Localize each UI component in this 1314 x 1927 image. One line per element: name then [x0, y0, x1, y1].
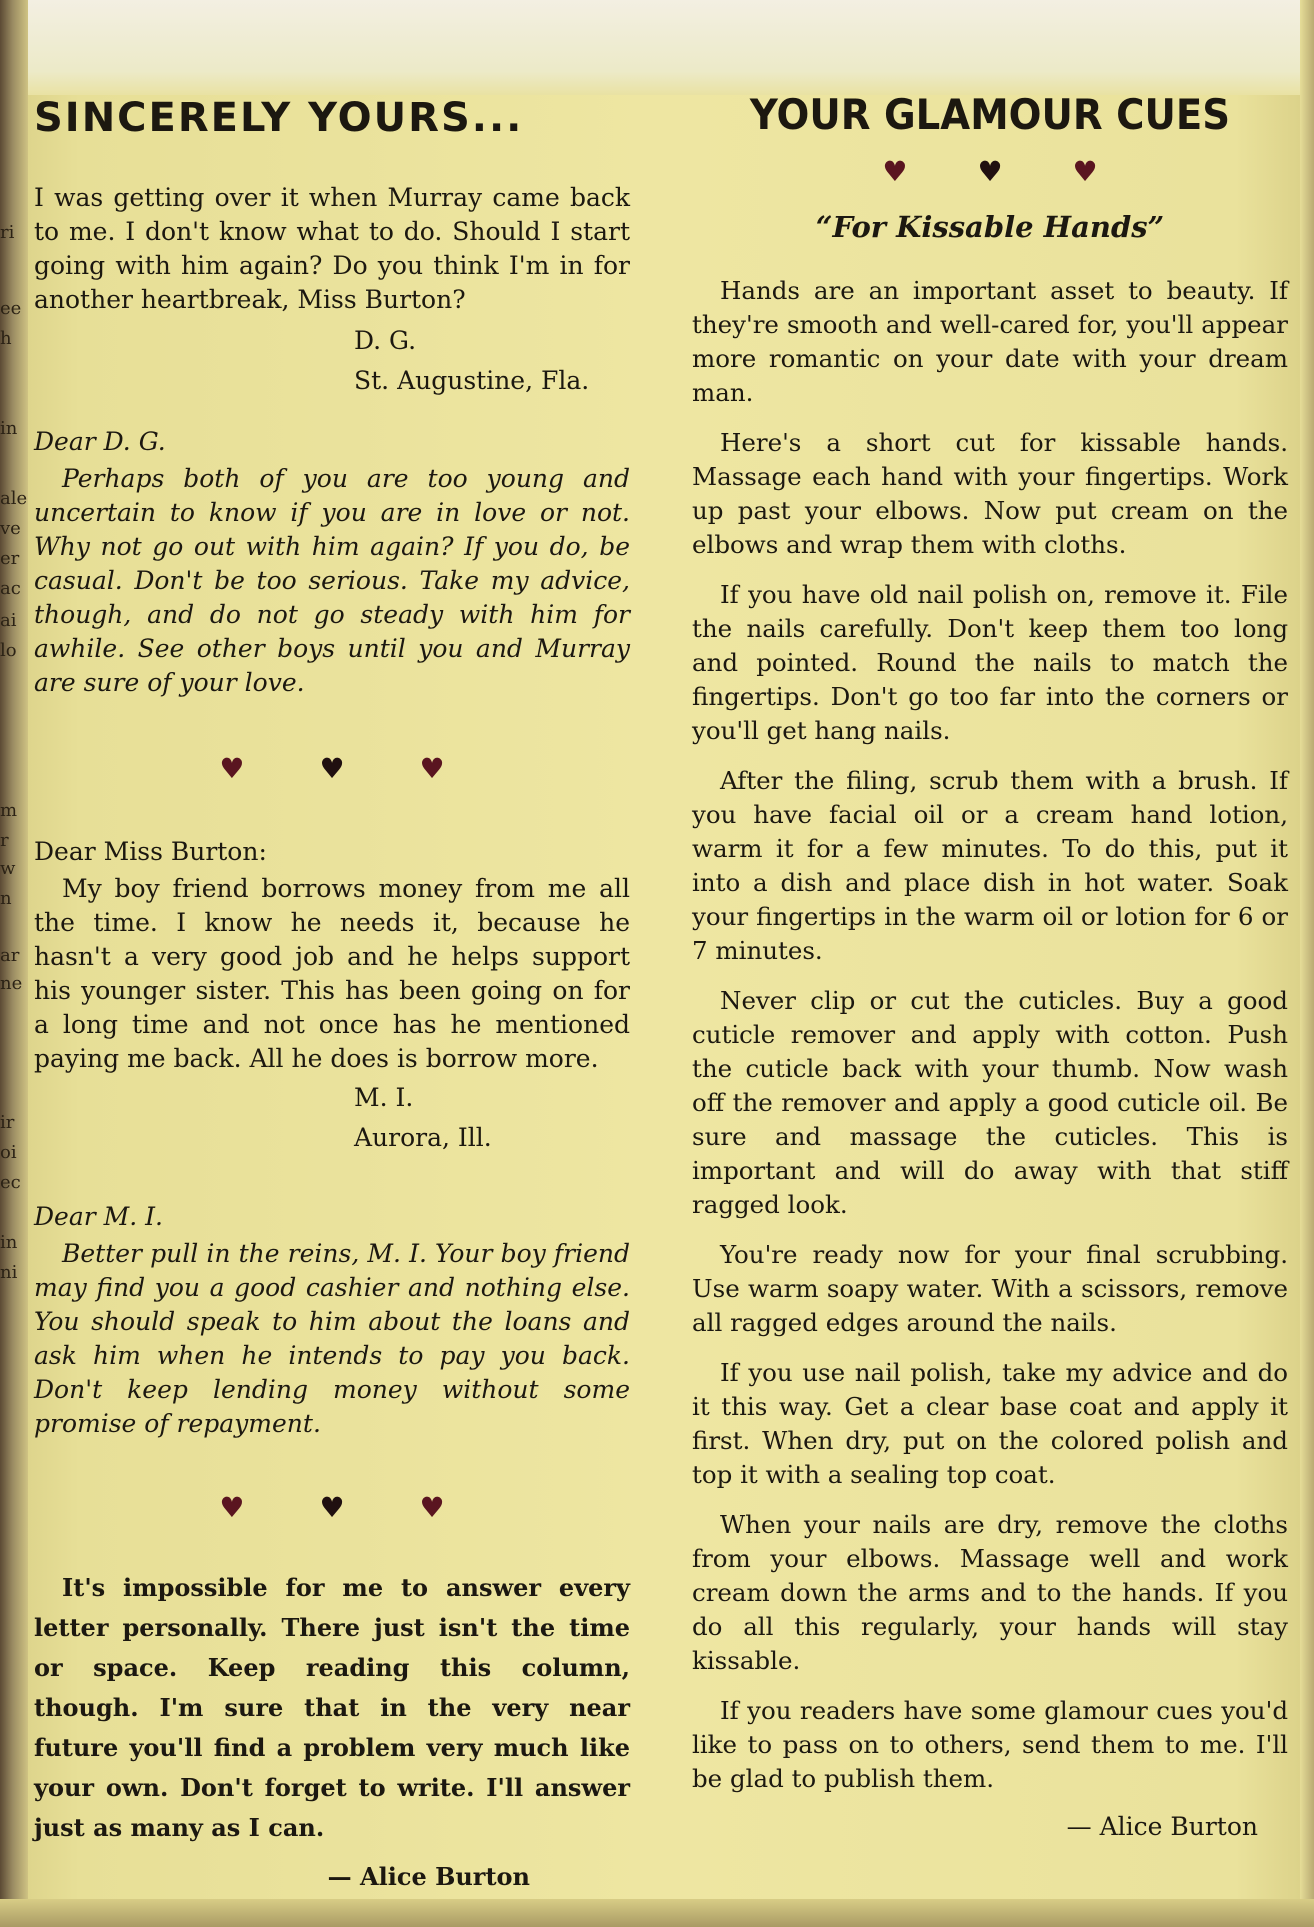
margin-fragment: ar [0, 945, 20, 966]
letter-2 [34, 872, 630, 1158]
margin-fragment: ri [0, 222, 15, 243]
tip-paragraph: If you use nail polish, take my advice and do it this way. Get a clear base coat and apply it first. When dry, put on the colored polish and top it with a sealing top coat. [692, 1358, 1288, 1489]
heart-divider [34, 1491, 630, 1524]
letter-body: I was getting over it when Murray came back to me. I don't know what to do. Should I start going with him again? Do you think I'm in for another heartbreak, Miss Burton? [34, 183, 630, 314]
tip-paragraph: When your nails are dry, remove the cloths from your elbows. Massage well and work cream down the arms and to the hands. If you do all this regularly, your hands will stay kissable. [692, 1510, 1288, 1675]
tip-paragraph: You're ready now for your final scrubbing. Use warm soapy water. With a scissors, remove all ragged edges around the nails. [692, 1240, 1288, 1337]
margin-fragment: r [0, 830, 9, 851]
heart-icon: ♥ [977, 155, 1003, 188]
margin-fragment: ne [0, 973, 23, 994]
heart-divider [692, 155, 1288, 188]
heart-icon: ♥ [419, 1491, 445, 1524]
margin-fragment: ee [0, 298, 22, 319]
margin-fragment: oi [0, 1142, 17, 1163]
reply-salutation: Dear D. G. [34, 427, 166, 456]
author-byline: — Alice Burton [1066, 1812, 1258, 1841]
letter-location: Aurora, Ill. [354, 1123, 492, 1152]
heart-icon: ♥ [219, 752, 245, 785]
advice-column [34, 95, 630, 1891]
reply-salutation: Dear M. I. [34, 1202, 163, 1231]
tip-paragraph: After the filing, scrub them with a brush. If you have facial oil or a cream hand lotion, warm it for a few minutes. To do this, put it into a dish and place dish in hot water. Soak your fingertips in the warm oil or lotion for 6 or 7 minutes. [692, 766, 1288, 965]
margin-fragment: ac [0, 578, 21, 599]
column-title: SINCERELY YOURS... [34, 95, 524, 141]
reply-body: Better pull in the reins, M. I. Your boy friend may find you a good cashier and nothing else. You should speak to him about the loans and ask him when he intends to pay you back. Don't keep lending money without some promise of repayment. [34, 1239, 630, 1438]
margin-fragment: ale [0, 488, 28, 509]
margin-fragment: w [0, 858, 16, 879]
letter-signature: D. G. [354, 326, 417, 355]
margin-fragment: in [0, 418, 18, 439]
heart-divider [34, 752, 630, 785]
heart-icon: ♥ [319, 752, 345, 785]
article-subtitle: “For Kissable Hands” [815, 210, 1165, 244]
margin-fragment: in [0, 1232, 18, 1253]
margin-fragment: h [0, 328, 12, 349]
margin-fragment: ai [0, 610, 17, 631]
letter-signature: M. I. [354, 1083, 414, 1112]
author-byline: — Alice Burton [327, 1862, 530, 1891]
reply-body: Perhaps both of you are too young and uncertain to know if you are in love or not. Why not go out with him again? If you do, be casual. Don't be too serious. Take my advice, though, and do not go steady with him for awhile. See other boys until you and Murray are sure of your love. [34, 464, 630, 697]
bottom-page-edge [0, 1899, 1314, 1927]
tip-paragraph: Never clip or cut the cuticles. Buy a good cuticle remover and apply with cotton. Push the cuticle back with your thumb. Now wash off the remover and apply a good cuticle oil. Be sure and massage the cuticles. This is important and will do away with that stiff ragged look. [692, 986, 1288, 1219]
heart-icon: ♥ [419, 752, 445, 785]
margin-fragment: n [0, 888, 12, 909]
tip-paragraph: Hands are an important asset to beauty. If they're smooth and well-cared for, you'll appear more romantic on your date with your dream man. [692, 276, 1288, 407]
heart-icon: ♥ [1072, 155, 1098, 188]
tip-paragraph: If you have old nail polish on, remove it. File the nails carefully. Don't keep them too long and pointed. Round the nails to match the fingertips. Don't go too far into the corners or you'll get hang nails. [692, 580, 1288, 745]
margin-fragment: ve [0, 518, 21, 539]
margin-fragment: lo [0, 640, 17, 661]
letter-1 [34, 181, 630, 401]
margin-fragment: er [0, 548, 20, 569]
letter-body: My boy friend borrows money from me all the time. I know he needs it, because he hasn't a very good job and he helps support his younger sister. This has been going on for a long time and not once has he mentioned paying me back. All he does is borrow more. [34, 874, 630, 1073]
closing-note: It's impossible for me to answer every letter personally. There just isn't the time or space. Keep reading this column, though. I'm sure that in the very near future you'll find a problem very much like your own. Don't forget to write. I'll answer just as many as I can. [34, 1573, 630, 1842]
letter-location: St. Augustine, Fla. [354, 366, 590, 395]
glamour-column [692, 90, 1288, 1841]
letter-salutation: Dear Miss Burton: [34, 837, 267, 866]
margin-fragment: ir [0, 1112, 15, 1133]
tip-paragraph: Here's a short cut for kissable hands. Massage each hand with your fingertips. Work up past your elbows. Now put cream on the elbows and wrap them with cloths. [692, 428, 1288, 559]
column-title: YOUR GLAMOUR CUES [749, 90, 1231, 139]
top-faded-strip [28, 0, 1314, 95]
heart-icon: ♥ [882, 155, 908, 188]
margin-fragment: ec [0, 1172, 21, 1193]
margin-fragment: ni [0, 1262, 18, 1283]
heart-icon: ♥ [219, 1491, 245, 1524]
heart-icon: ♥ [319, 1491, 345, 1524]
right-page-edge [1300, 0, 1314, 1927]
tip-paragraph: If you readers have some glamour cues you'd like to pass on to others, send them to me. I'll be glad to publish them. [692, 1696, 1288, 1793]
margin-fragment: m [0, 800, 18, 821]
